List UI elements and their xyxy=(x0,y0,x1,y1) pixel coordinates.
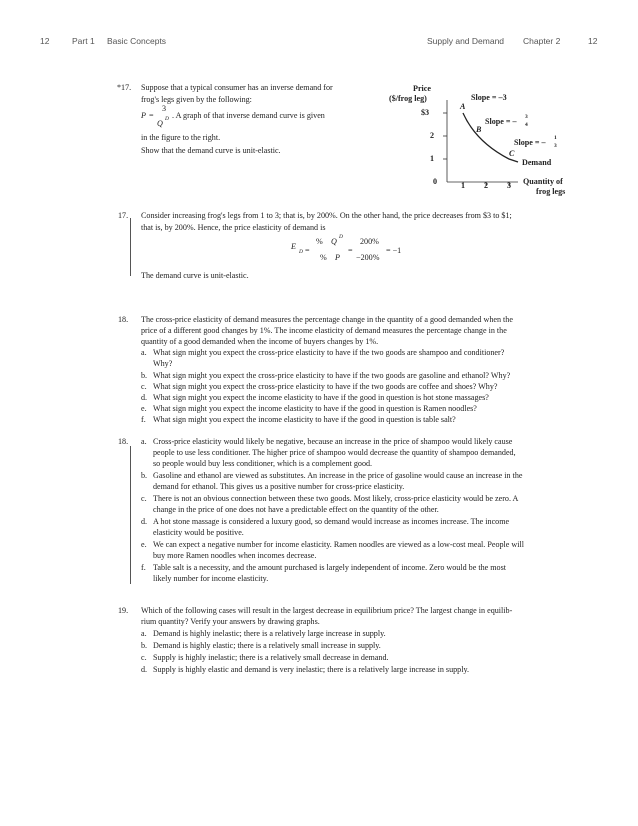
a17-eq-d1: % xyxy=(320,253,327,262)
graph-slope-c-den: 3 xyxy=(554,143,557,149)
graph-y-tick-label-3: $3 xyxy=(421,108,430,117)
a18-item-d-1: A hot stone massage is considered a luxury good, so demand would increase as incomes increase. The income xyxy=(153,517,510,526)
a17-eq-nsup: D xyxy=(339,234,343,240)
a18-item-c-1: There is not an obvious connection between these two goods. Most likely, cross-price elasticity would be zero. A xyxy=(153,494,519,503)
a18-letter-b: b. xyxy=(141,471,148,480)
graph-y-title-1: Price xyxy=(413,84,431,93)
a18-item-a-3: so people would buy less conditioner, which is a complement good. xyxy=(153,459,373,468)
q19-item-c: Supply is highly inelastic; there is a relatively small decrease in demand. xyxy=(153,653,389,662)
q19-letter-c: c. xyxy=(141,653,147,662)
answer-17-rule xyxy=(130,218,131,276)
answer-18-rule xyxy=(130,446,131,584)
a18-item-a-1: Cross-price elasticity would likely be negative, because an increase in the price of shampoo would likely cause xyxy=(153,437,513,446)
graph-demand-label: Demand xyxy=(522,158,552,167)
q19-intro-1: Which of the following cases will result in the largest decrease in equilibrium price? The largest change in equilib- xyxy=(141,606,513,615)
q18-item-a-1: What sign might you expect the cross-price elasticity to have if the two goods are shampoo and conditioner? xyxy=(153,348,505,357)
q17-line-5: Show that the demand curve is unit-elastic. xyxy=(141,146,281,155)
q19-item-a: Demand is highly inelastic; there is a relatively large increase in supply. xyxy=(153,629,386,638)
a18-item-b-1: Gasoline and ethanol are viewed as substitutes. An increase in the price of gasoline would cause an increase in the xyxy=(153,471,523,480)
a17-line-2: that is, by 200%. Hence, the price elasticity of demand is xyxy=(141,223,326,232)
q18-item-c-1: What sign might you expect the cross-price elasticity to have if the two goods are coffee and shoes? Why? xyxy=(153,382,498,391)
a17-eq-d2: P xyxy=(335,253,340,262)
q19-letter-d: d. xyxy=(141,665,148,674)
a17-eq-den2: −200% xyxy=(356,253,380,262)
a17-eq-n1: % xyxy=(316,237,323,246)
q18-intro-3: quantity of a good demanded when the income of buyers changes by 1%. xyxy=(141,337,379,346)
graph-slope-c-text: Slope = – xyxy=(514,138,546,147)
q19-intro-2: rium quantity? Verify your answers by drawing graphs. xyxy=(141,617,320,626)
q18-letter-a: a. xyxy=(141,348,147,357)
a18-item-f-2: likely number for income elasticity. xyxy=(153,574,269,583)
a18-letter-c: c. xyxy=(141,494,147,503)
a17-eq-e: E xyxy=(291,242,296,251)
q18-item-e-1: What sign might you expect the income elasticity to have if the good in question is Ramen noodles? xyxy=(153,404,477,413)
a18-item-f-1: Table salt is a necessity, and the amount purchased is largely independent of income. Zero would be the most xyxy=(153,563,506,572)
a18-number: 18. xyxy=(118,437,129,446)
q18-item-f-1: What sign might you expect the income elasticity to have if the good in question is table salt? xyxy=(153,415,456,424)
header-part-title: Basic Concepts xyxy=(107,36,167,46)
q18-letter-c: c. xyxy=(141,382,147,391)
a18-item-b-2: demand for ethanol. This gives us a positive number for cross-price elasticity. xyxy=(153,482,405,491)
q18-item-b-1: What sign might you expect the cross-price elasticity to have if the two goods are gasoline and ethanol? Why? xyxy=(153,371,511,380)
header-chapter-title: Supply and Demand xyxy=(427,36,505,46)
q17-eq-den-sup: D xyxy=(165,116,169,122)
graph-y-tick-label-1: 1 xyxy=(430,154,435,163)
a18-item-d-2: elasticity would be positive. xyxy=(153,528,244,537)
q18-letter-f: f. xyxy=(141,415,146,424)
a18-item-c-2: change in the price of one does not have a predictable effect on the quantity of the other. xyxy=(153,505,439,514)
graph-x-title-1: Quantity of xyxy=(523,177,563,186)
q19-number: 19. xyxy=(118,606,129,615)
graph-slope-b-den: 4 xyxy=(525,122,528,128)
graph-x-tick-label-1: 1 xyxy=(461,181,466,190)
q18-letter-e: e. xyxy=(141,404,147,413)
a18-item-a-2: people to use less conditioner. The higher price of shampoo would decrease the quantity of shampoo demanded, xyxy=(153,448,516,457)
a17-eq-sub: D xyxy=(299,249,303,255)
q17-line-2: frog's legs given by the following: xyxy=(141,95,252,104)
a17-eq-result: = −1 xyxy=(386,246,402,255)
a18-letter-d: d. xyxy=(141,517,148,526)
a17-eq-eq1: = xyxy=(305,246,310,255)
q17-line-4: in the figure to the right. xyxy=(141,133,221,142)
header-chapter: Chapter 2 xyxy=(523,36,561,46)
a18-item-e-2: buy more Ramen noodles when incomes decrease. xyxy=(153,551,317,560)
graph-x-tick-label-3: 3 xyxy=(507,181,512,190)
q18-letter-b: b. xyxy=(141,371,148,380)
a18-item-e-1: We can expect a negative number for income elasticity. Ramen noodles are viewed as a low-cost meal. People will xyxy=(153,540,524,549)
graph-point-b: B xyxy=(476,125,482,134)
a17-eq-n2: Q xyxy=(331,237,337,246)
q18-item-d-1: What sign might you expect the income elasticity to have if the good in question is hot stone massages? xyxy=(153,393,489,402)
graph-point-c: C xyxy=(509,149,515,158)
header-page-left: 12 xyxy=(40,36,50,46)
a17-eq-eq2: = xyxy=(348,246,353,255)
a17-conclusion: The demand curve is unit-elastic. xyxy=(141,271,249,280)
graph-y-tick-label-2: 2 xyxy=(430,131,435,140)
graph-x-tick-label-2: 2 xyxy=(484,181,489,190)
graph-x-title-2: frog legs xyxy=(536,187,566,196)
q19-item-b: Demand is highly elastic; there is a relatively small increase in supply. xyxy=(153,641,381,650)
header-part: Part 1 xyxy=(72,36,95,46)
q17-line-1: Suppose that a typical consumer has an inverse demand for xyxy=(141,83,333,92)
q18-item-a-2: Why? xyxy=(153,359,173,368)
header-page-right: 12 xyxy=(588,36,598,46)
q19-letter-a: a. xyxy=(141,629,147,638)
q17-eq-num: 3 xyxy=(162,104,167,113)
a18-letter-a: a. xyxy=(141,437,147,446)
graph-point-a: A xyxy=(460,102,466,111)
a17-line-1: Consider increasing frog's legs from 1 to 3; that is, by 200%. On the other hand, the price decreases from $3 to $1; xyxy=(141,211,512,220)
q18-letter-d: d. xyxy=(141,393,148,402)
graph-slope-b-text: Slope = – xyxy=(485,117,517,126)
a18-letter-f: f. xyxy=(141,563,146,572)
graph-y-title-2: ($/frog leg) xyxy=(389,94,427,103)
graph-slope-c-num: 1 xyxy=(554,135,557,141)
q17-eq-lhs: P xyxy=(141,111,146,120)
q17-line-3: . A graph of that inverse demand curve is given xyxy=(172,111,325,120)
q17-eq-equals: = xyxy=(149,111,154,120)
graph-origin-label: 0 xyxy=(433,177,438,186)
q17-number: *17. xyxy=(117,83,132,92)
a18-letter-e: e. xyxy=(141,540,147,549)
q19-item-d: Supply is highly elastic and demand is very inelastic; there is a relatively large increase in supply. xyxy=(153,665,470,674)
a17-eq-num2: 200% xyxy=(360,237,379,246)
a17-number: 17. xyxy=(118,211,129,220)
graph-slope-b-num: 3 xyxy=(525,114,528,120)
q19-letter-b: b. xyxy=(141,641,148,650)
q18-number: 18. xyxy=(118,315,129,324)
q17-eq-den: Q xyxy=(157,119,163,128)
graph-slope-a: Slope = –3 xyxy=(471,93,507,102)
q18-intro-1: The cross-price elasticity of demand measures the percentage change in the quantity of a good demanded when the xyxy=(141,315,513,324)
q18-intro-2: price of a different good changes by 1%. The income elasticity of demand measures the percentage change in the xyxy=(141,326,507,335)
